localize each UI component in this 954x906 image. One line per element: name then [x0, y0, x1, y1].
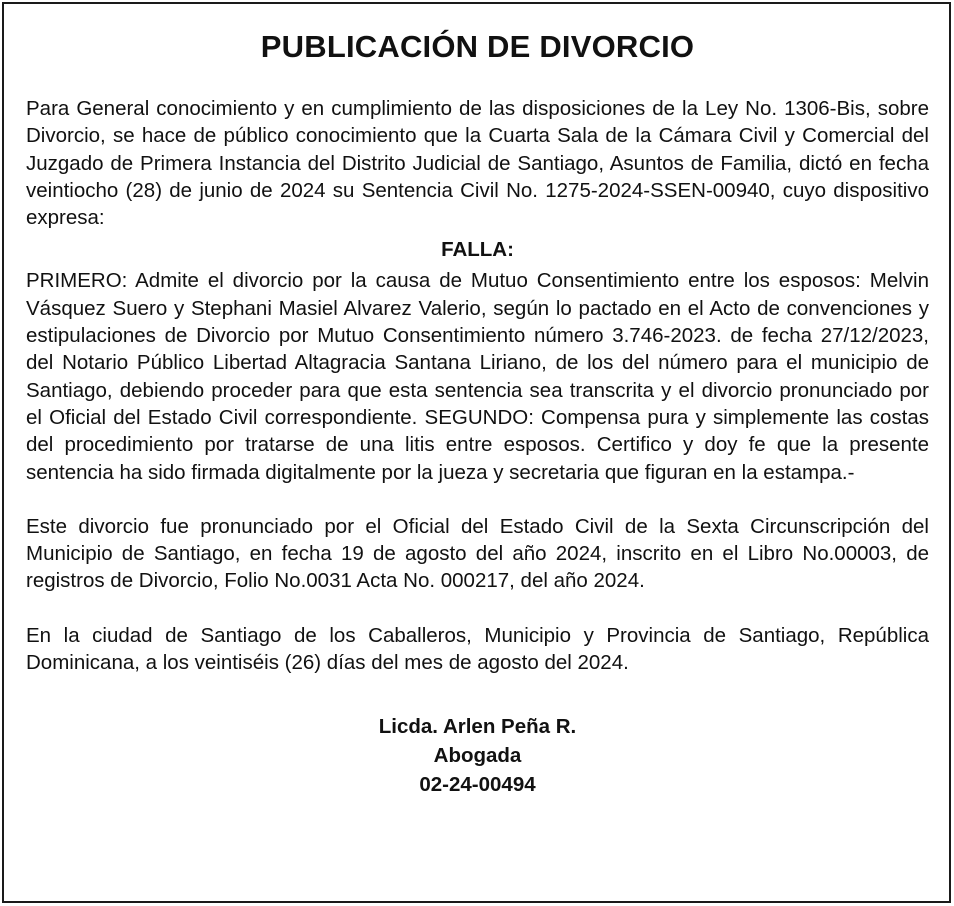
divorce-notice [2, 2, 951, 903]
signature-block [26, 712, 929, 799]
signer-role: Abogada [433, 744, 522, 768]
ruling-paragraph: PRIMERO: Admite el divorcio por la causa de Mutuo Consentimiento entre los esposos: Melvin Vásquez Suero y Stephani Masiel Alvarez Valerio, según lo pactado en el Acto de convenciones y estipulaciones de Divorcio por Mutuo Consentimiento número 3.746-2023. de fecha 27/12/2023, del Notario Público Libertad Altagracia Santana Liriano, de los del número para el municipio de Santiago, debiendo proceder para que esta sentencia sea transcrita y el divorcio pronunciado por el Oficial del Estado Civil correspondiente. SEGUNDO: Compensa pura y simplemente las costas del procedimiento por tratarse de una litis entre esposos. Certifico y doy fe que la presente sentencia ha sido firmada digitalmente por la jueza y secretaria que figuran en la estampa.- [26, 269, 929, 484]
signer-name: Licda. Arlen Peña R. [378, 715, 577, 739]
notice-title: PUBLICACIÓN DE DIVORCIO [260, 29, 695, 64]
registration-paragraph: Este divorcio fue pronunciado por el Oficial del Estado Civil de la Sexta Circunscripción del Municipio de Santiago, en fecha 19 de agosto del año 2024, inscrito en el Libro No.00003, de registros de Divorcio, Folio No.0031 Acta No. 000217, del año 2024. [26, 514, 929, 593]
place-date-paragraph: En la ciudad de Santiago de los Caballeros, Municipio y Provincia de Santiago, República Dominicana, a los veintiséis (26) días del mes de agosto del 2024. [26, 623, 929, 675]
notice-content [26, 28, 929, 799]
signer-registration-number: 02-24-00494 [419, 773, 536, 797]
intro-paragraph: Para General conocimiento y en cumplimiento de las disposiciones de la Ley No. 1306-Bis, sobre Divorcio, se hace de público conocimiento que la Cuarta Sala de la Cámara Civil y Comercial del Juzgado de Primera Instancia del Distrito Judicial de Santiago, Asuntos de Familia, dictó en fecha veintiocho (28) de junio de 2024 su Sentencia Civil No. 1275-2024-SSEN-00940, cuyo dispositivo expresa: [26, 97, 929, 230]
falla-heading: FALLA: [441, 238, 514, 262]
